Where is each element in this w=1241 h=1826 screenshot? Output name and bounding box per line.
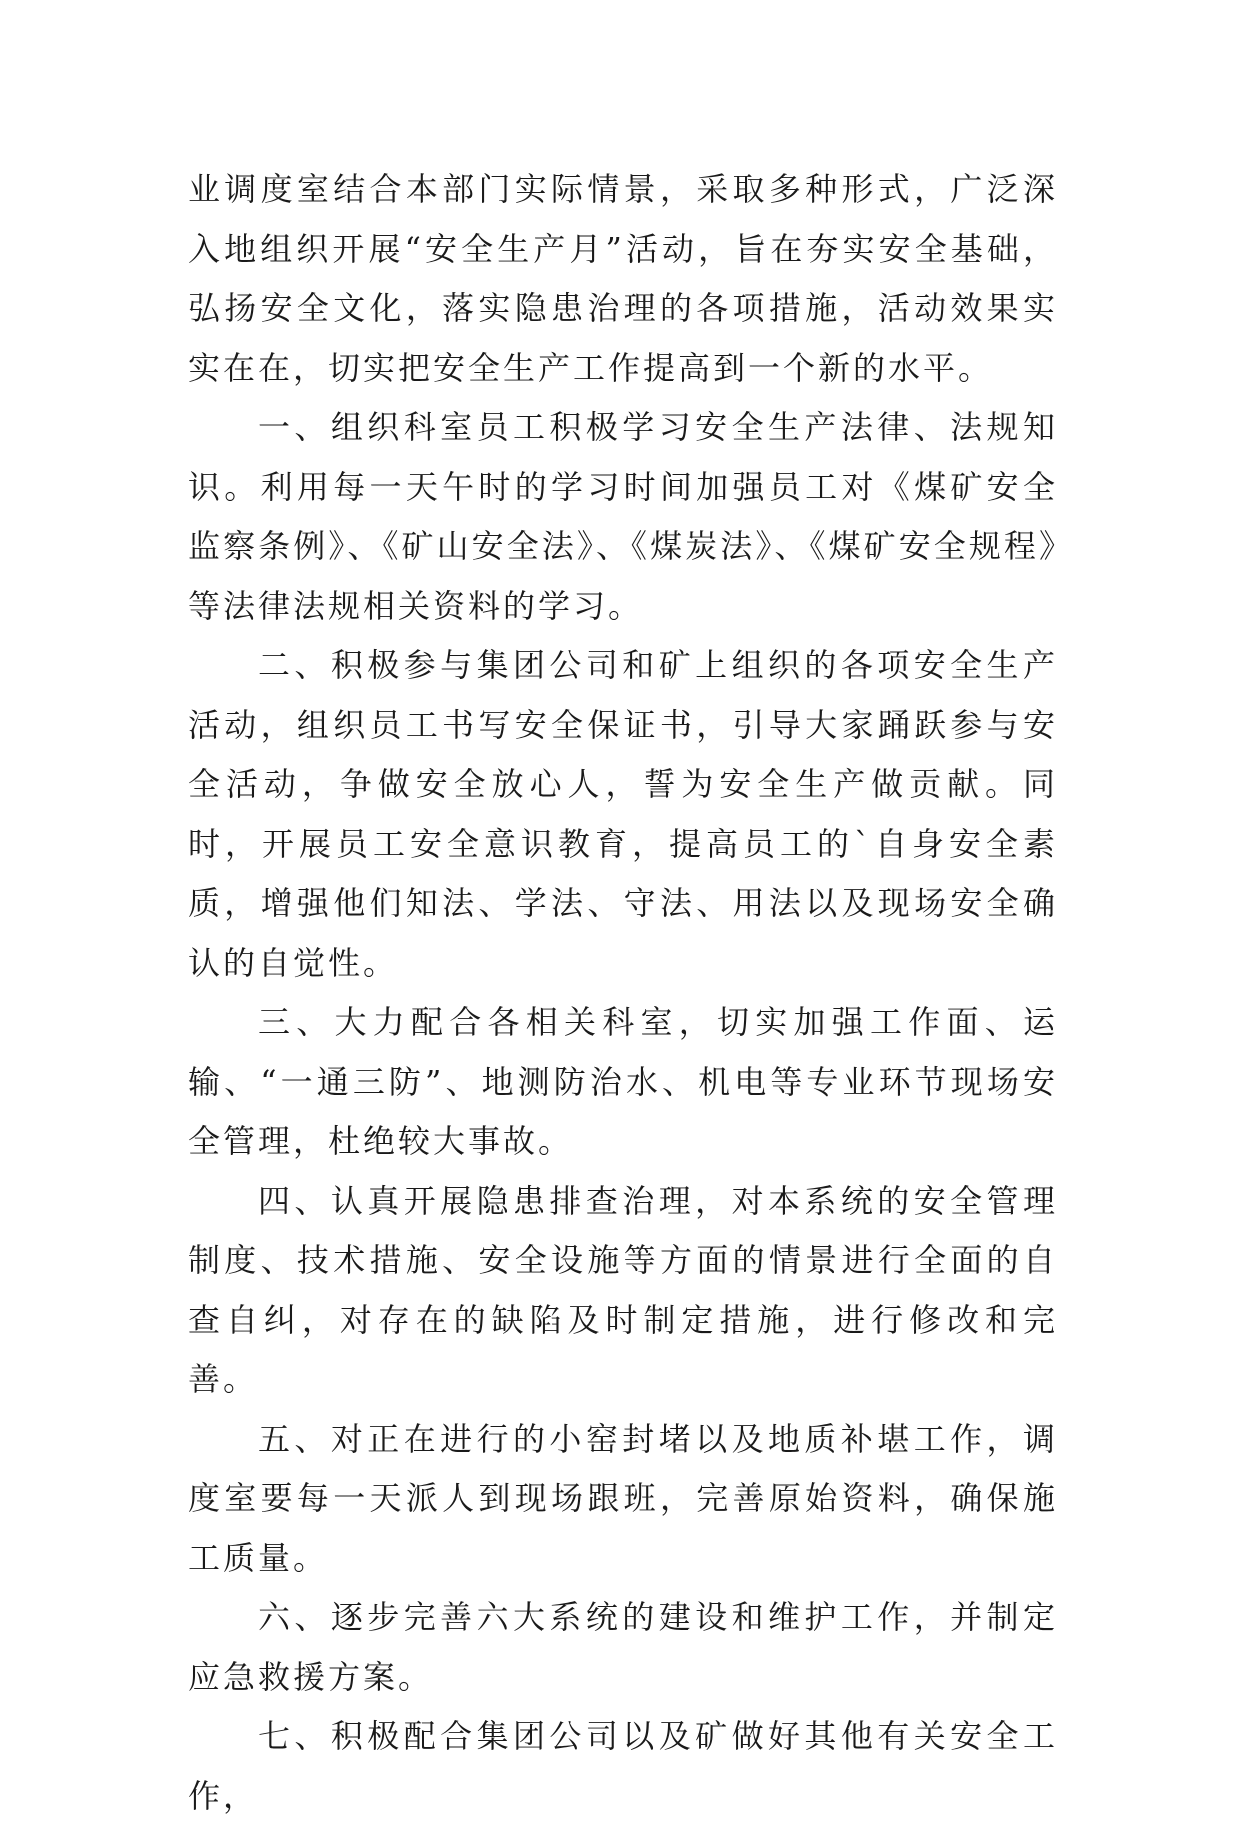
document-body	[188, 160, 1058, 1826]
paragraph-item-4: 四、认真开展隐患排查治理，对本系统的安全管理制度、技术措施、安全设施等方面的情景进行全面的自查自纠，对存在的缺陷及时制定措施，进行修改和完善。	[188, 1181, 1058, 1398]
paragraph-item-1: 一、组织科室员工积极学习安全生产法律、法规知识。利用每一天午时的学习时间加强员工对《煤矿安全监察条例》、《矿山安全法》、《煤炭法》、《煤矿安全规程》等法律法规相关资料的学习。	[188, 408, 1058, 625]
paragraph-item-2: 二、积极参与集团公司和矿上组织的各项安全生产活动，组织员工书写安全保证书，引导大家踊跃参与安全活动，争做安全放心人，誓为安全生产做贡献。同时，开展员工安全意识教育，提高员工的`自身安全素质，增强他们知法、学法、守法、用法以及现场安全确认的自觉性。	[188, 646, 1058, 982]
paragraph-intro: 业调度室结合本部门实际情景，采取多种形式，广泛深入地组织开展“安全生产月”活动，旨在夯实安全基础，弘扬安全文化，落实隐患治理的各项措施，活动效果实实在在，切实把安全生产工作提高到一个新的水平。	[188, 170, 1058, 387]
paragraph-item-3: 三、大力配合各相关科室，切实加强工作面、运输、“一通三防”、地测防治水、机电等专业环节现场安全管理，杜绝较大事故。	[188, 1003, 1058, 1160]
paragraph-item-5: 五、对正在进行的小窑封堵以及地质补堪工作，调度室要每一天派人到现场跟班，完善原始资料，确保施工质量。	[188, 1419, 1058, 1577]
paragraph-item-7: 七、积极配合集团公司以及矿做好其他有关安全工作，	[188, 1717, 1058, 1815]
paragraph-item-6: 六、逐步完善六大系统的建设和维护工作，并制定应急救援方案。	[188, 1598, 1058, 1696]
